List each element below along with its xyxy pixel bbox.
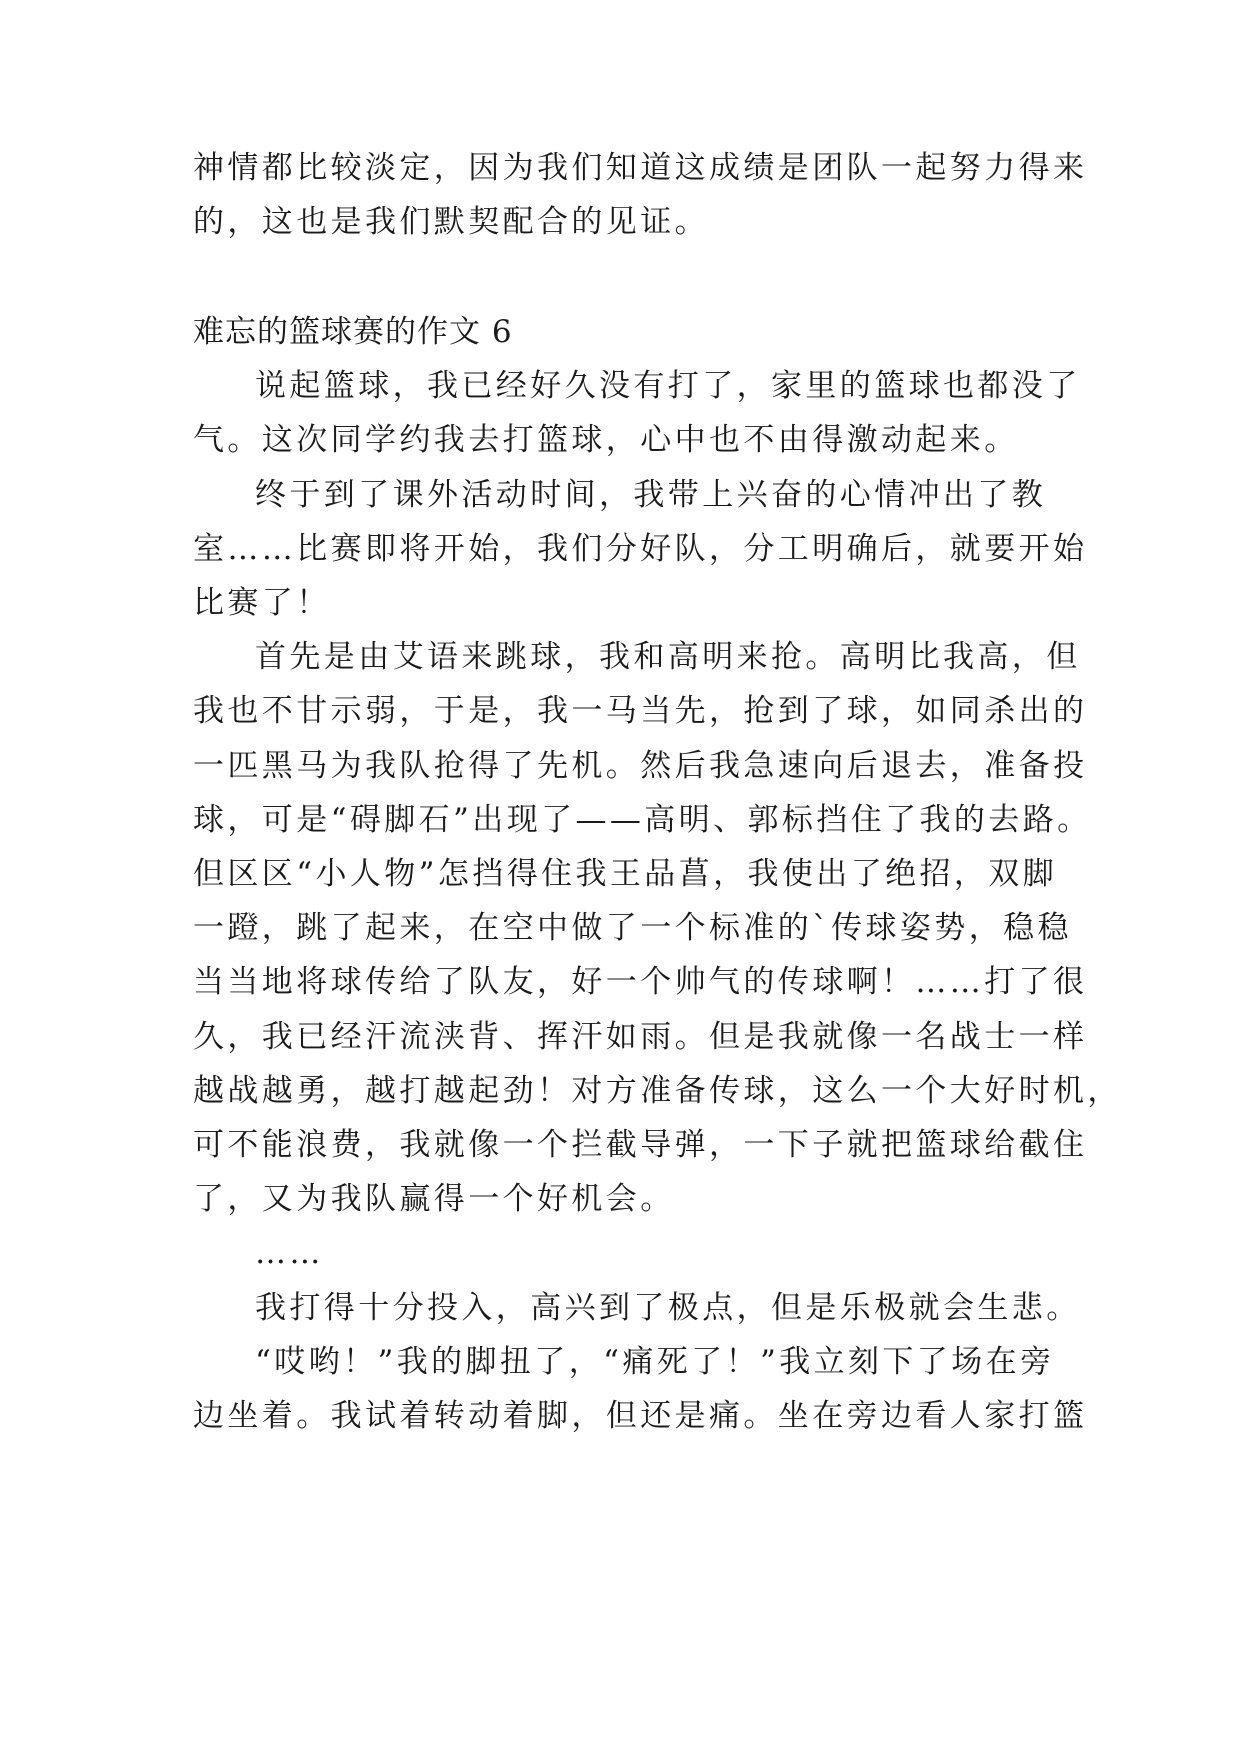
text-line: 我打得十分投入，高兴到了极点，但是乐极就会生悲。 [255, 1290, 1081, 1326]
text-line: 我也不甘示弱，于是，我一马当先，抢到了球，如同杀出的 [193, 693, 1088, 729]
text-line: 久，我已经汗流浃背、挥汗如雨。但是我就像一名战士一样 [193, 1019, 1088, 1055]
text-line: 的，这也是我们默契配合的见证。 [193, 204, 709, 240]
text-line: 一匹黑马为我队抢得了先机。然后我急速向后退去，准备投 [193, 748, 1088, 784]
text-line: 比赛了！ [193, 585, 331, 621]
text-line: 了，又为我队赢得一个好机会。 [193, 1181, 675, 1217]
text-line: 边坐着。我试着转动着脚，但还是痛。坐在旁边看人家打篮 [193, 1398, 1088, 1434]
essay-title: 难忘的篮球赛的作文 6 [193, 314, 513, 350]
text-line: 室……比赛即将开始，我们分好队，分工明确后，就要开始 [193, 531, 1088, 567]
text-line: 可不能浪费，我就像一个拦截导弹，一下子就把篮球给截住 [193, 1127, 1088, 1163]
text-line: “哎哟！”我的脚扭了，“痛死了！”我立刻下了场在旁 [255, 1344, 1055, 1380]
text-line: 一蹬，跳了起来，在空中做了一个标准的`传球姿势，稳稳 [193, 910, 1072, 946]
text-line: 球，可是“碍脚石”出现了——高明、郭标挡住了我的去路。 [193, 802, 1092, 838]
text-line: 说起篮球，我已经好久没有打了，家里的篮球也都没了 [255, 368, 1081, 404]
ellipsis-line: …… [255, 1235, 324, 1271]
text-line: 越战越勇，越打越起劲！对方准备传球，这么一个大好时机， [193, 1073, 1122, 1109]
text-line: 终于到了课外活动时间，我带上兴奋的心情冲出了教 [255, 477, 1047, 513]
text-line: 但区区“小人物”怎挡得住我王品菖，我使出了绝招，双脚 [193, 856, 1058, 892]
text-line: 首先是由艾语来跳球，我和高明来抢。高明比我高，但 [255, 639, 1081, 675]
text-line: 神情都比较淡定，因为我们知道这成绩是团队一起努力得来 [193, 150, 1088, 186]
text-line: 当当地将球传给了队友，好一个帅气的传球啊！……打了很 [193, 964, 1088, 1000]
text-line: 气。这次同学约我去打篮球，心中也不由得激动起来。 [193, 422, 1019, 458]
